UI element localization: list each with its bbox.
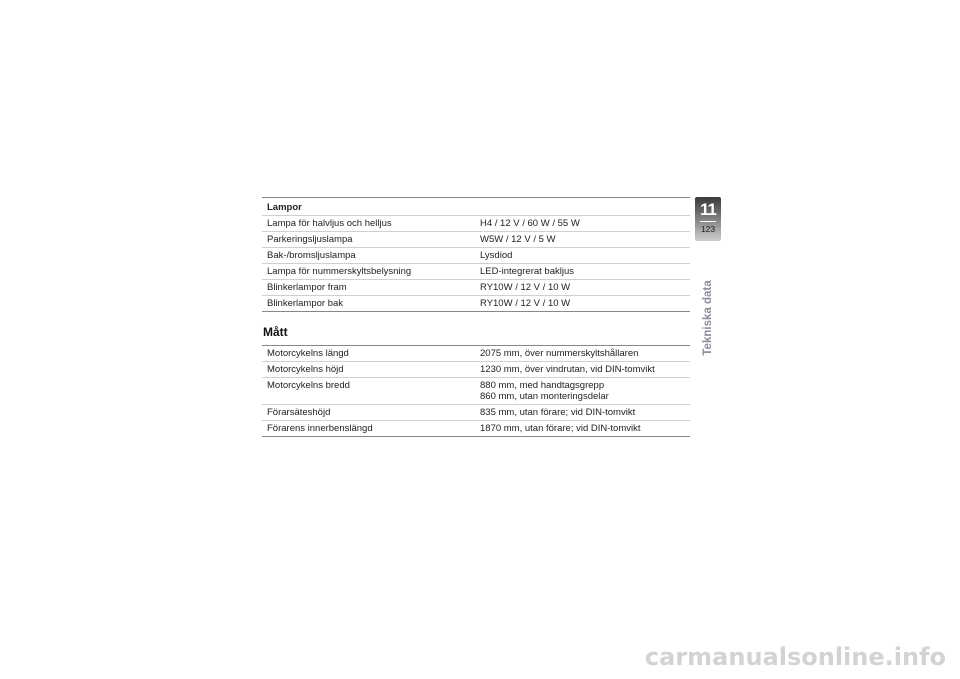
row-value: LED-integrerat bakljus xyxy=(475,264,690,280)
section-number: 11 xyxy=(700,200,716,219)
row-value: 835 mm, utan förare; vid DIN-tomvikt xyxy=(475,405,690,421)
row-value: 1230 mm, över vindrutan, vid DIN-tomvikt xyxy=(475,362,690,378)
tab-divider xyxy=(700,221,716,222)
table-row xyxy=(262,248,690,264)
table-row xyxy=(262,346,690,362)
row-label: Motorcykelns bredd xyxy=(262,378,475,405)
row-value: RY10W / 12 V / 10 W xyxy=(475,296,690,312)
row-label: Förarsäteshöjd xyxy=(262,405,475,421)
lamps-title: Lampor xyxy=(262,198,690,216)
row-value-line: 860 mm, utan monteringsdelar xyxy=(480,391,609,402)
table-row xyxy=(262,264,690,280)
table-row xyxy=(262,216,690,232)
watermark: carmanualsonline.info xyxy=(644,643,946,671)
table-row xyxy=(262,362,690,378)
row-label: Blinkerlampor bak xyxy=(262,296,475,312)
row-value-line: 880 mm, med handtagsgrepp xyxy=(480,380,605,391)
row-value xyxy=(475,378,690,405)
table-row xyxy=(262,405,690,421)
table-row xyxy=(262,421,690,437)
table-row xyxy=(262,280,690,296)
row-label: Motorcykelns höjd xyxy=(262,362,475,378)
row-label: Lampa för halvljus och helljus xyxy=(262,216,475,232)
row-label: Bak-/bromsljuslampa xyxy=(262,248,475,264)
page-number: 123 xyxy=(700,224,716,234)
dimensions-heading: Mått xyxy=(263,325,288,339)
row-value: 2075 mm, över nummerskyltshållaren xyxy=(475,346,690,362)
row-value: 1870 mm, utan förare; vid DIN-tomvikt xyxy=(475,421,690,437)
row-label: Förarens innerbenslängd xyxy=(262,421,475,437)
table-row xyxy=(262,296,690,312)
chapter-tab xyxy=(695,197,721,241)
chapter-side-title: Tekniska data xyxy=(702,280,714,356)
lamps-table xyxy=(262,197,690,312)
row-value: Lysdiod xyxy=(475,248,690,264)
row-value: H4 / 12 V / 60 W / 55 W xyxy=(475,216,690,232)
row-label: Lampa för nummerskyltsbelysning xyxy=(262,264,475,280)
lamps-table-header xyxy=(262,198,690,216)
row-label: Motorcykelns längd xyxy=(262,346,475,362)
table-row xyxy=(262,232,690,248)
row-label: Blinkerlampor fram xyxy=(262,280,475,296)
spec-content xyxy=(262,197,690,437)
table-row xyxy=(262,378,690,405)
row-value: W5W / 12 V / 5 W xyxy=(475,232,690,248)
dimensions-table xyxy=(262,345,690,437)
row-value: RY10W / 12 V / 10 W xyxy=(475,280,690,296)
row-label: Parkeringsljuslampa xyxy=(262,232,475,248)
